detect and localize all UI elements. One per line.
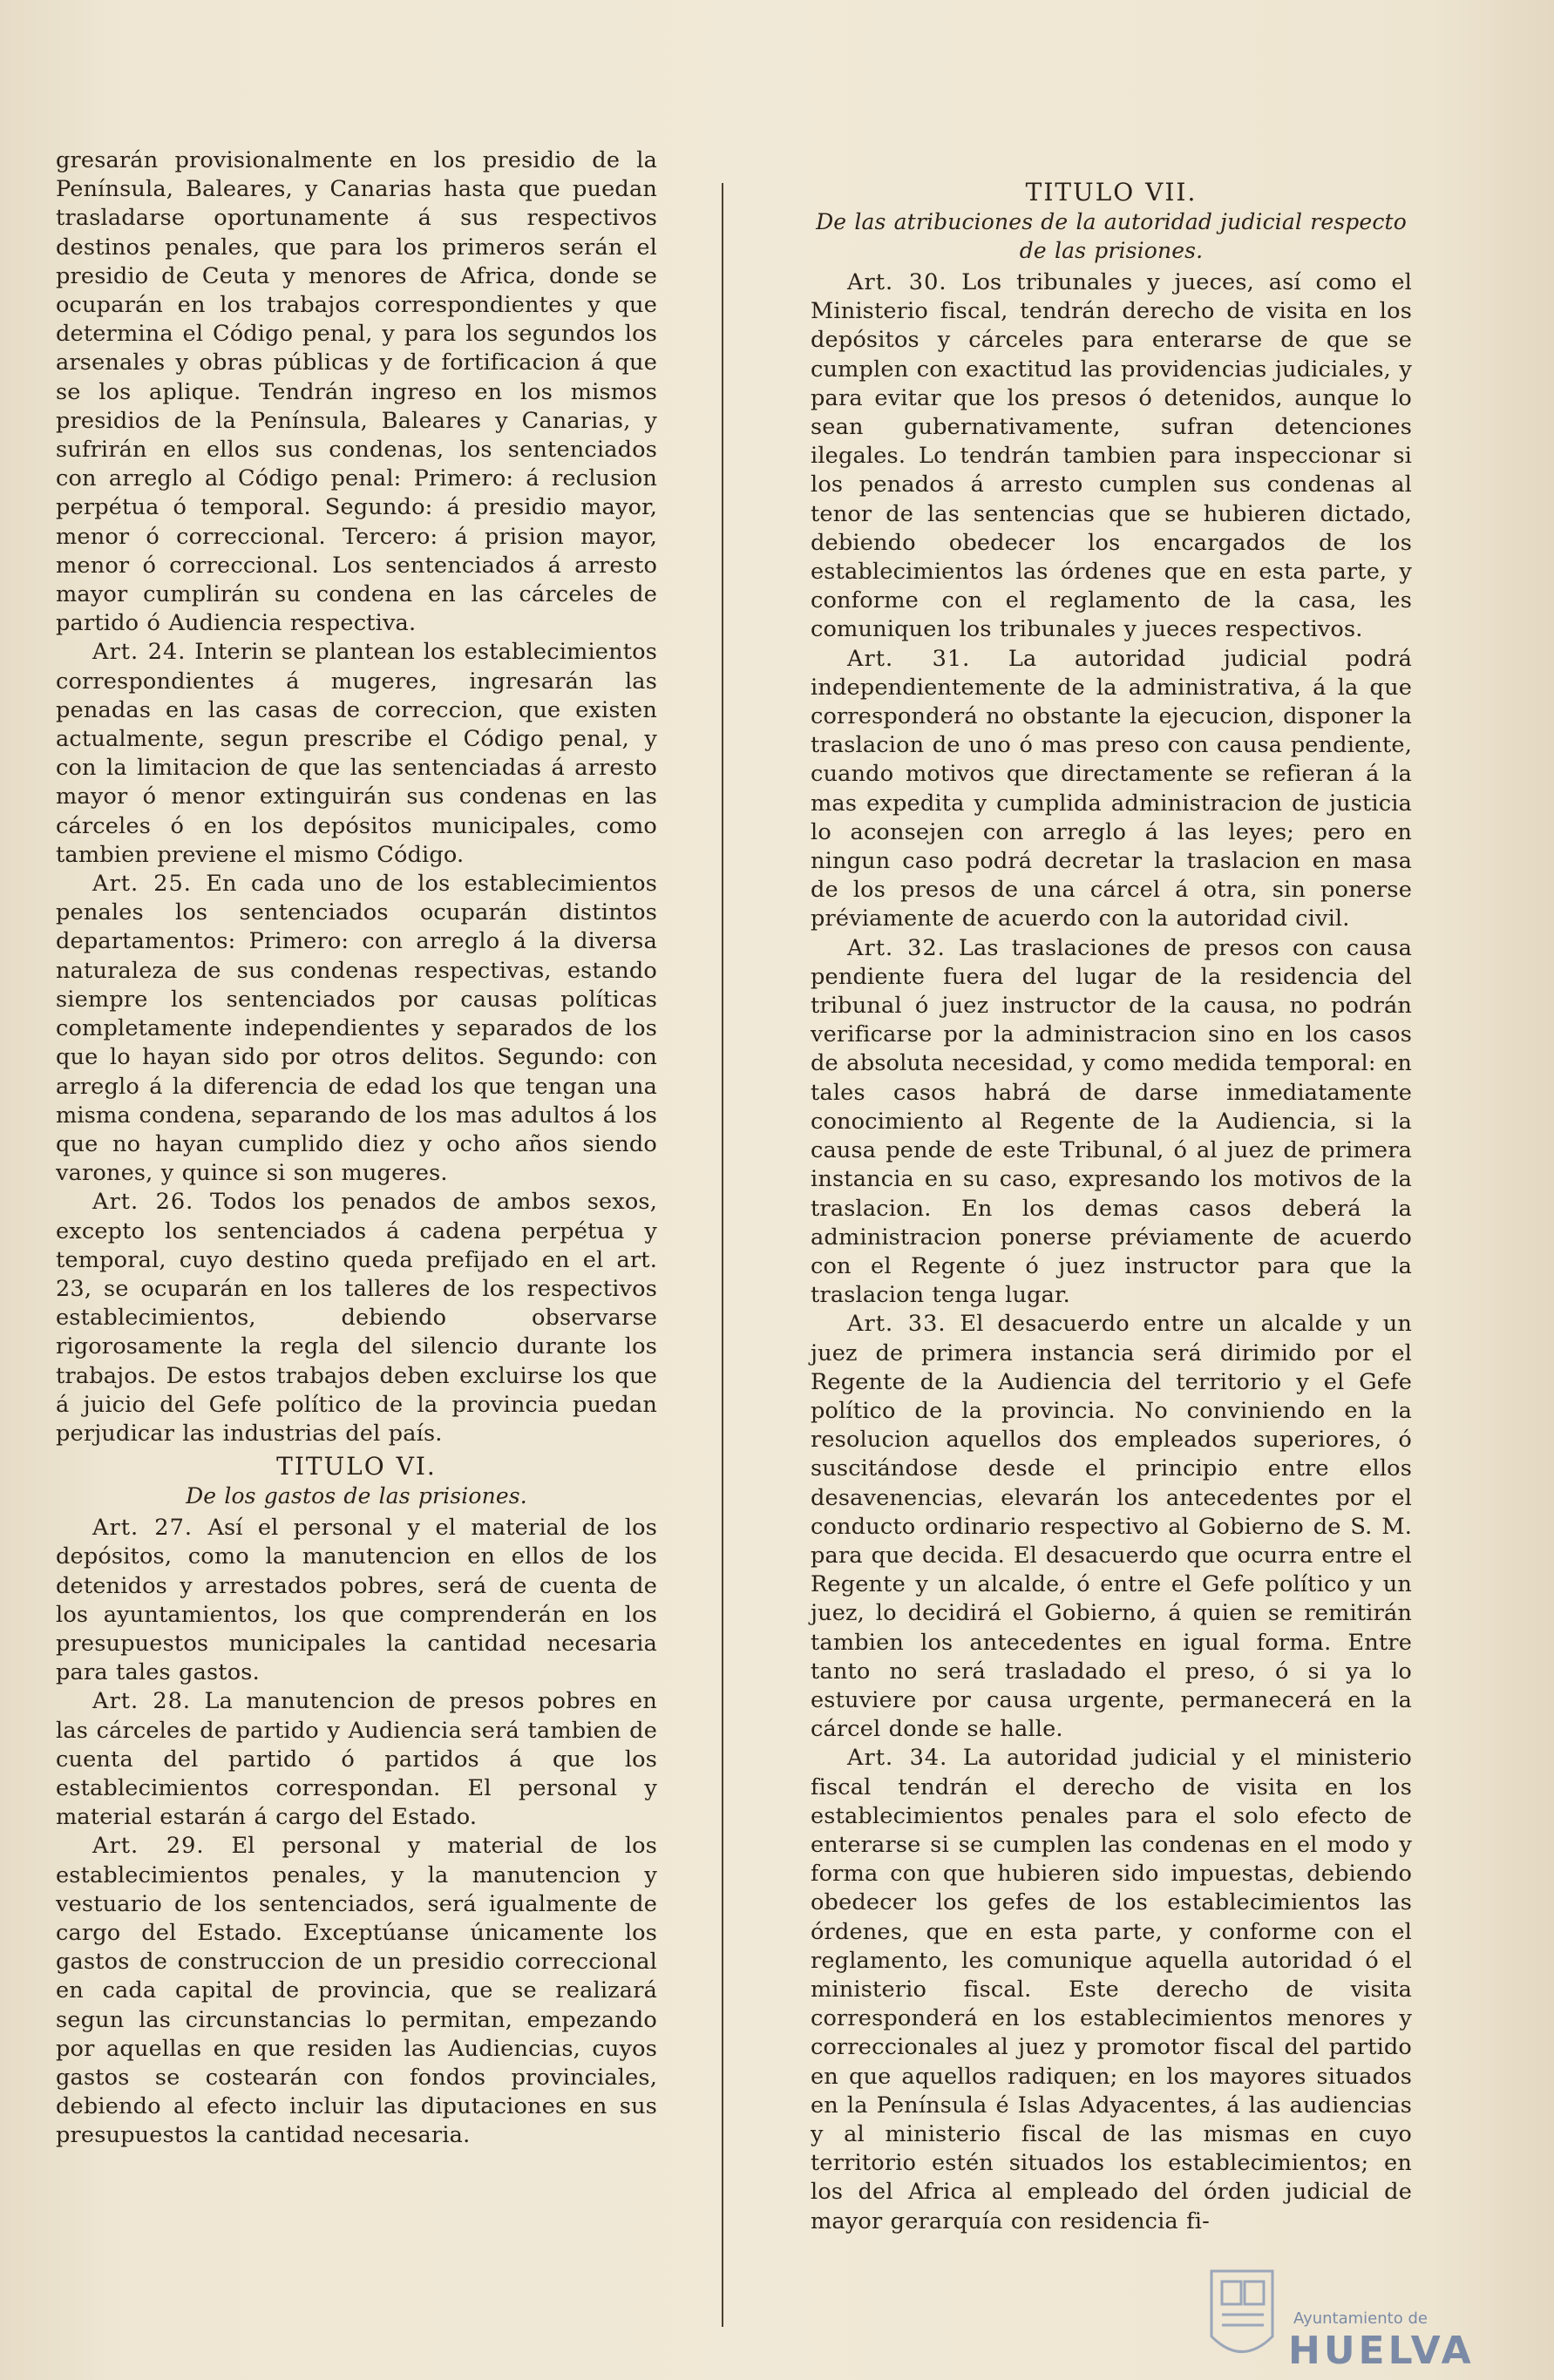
article-29	[56, 1832, 657, 2150]
article-number: Art. 25.	[92, 871, 192, 898]
article-30	[811, 268, 1412, 645]
article-34	[811, 1744, 1412, 2235]
article-33	[811, 1310, 1412, 1744]
article-number: Art. 29.	[92, 1833, 205, 1860]
article-number: Art. 24.	[92, 639, 187, 666]
section-title-vi: TITULO VI.	[276, 1452, 437, 1482]
article-number: Art. 26.	[92, 1189, 194, 1216]
article-text: Los tribunales y jueces, así como el Ministerio fiscal, tendrán derecho de visita en los depósitos y cárceles para enterarse de que se cumplen con exactitud las providencias judiciales, y para evitar que los presos ó detenidos, aunque lo sean gubernativamente, sufran detenciones ilegales. Lo tendrán tambien para inspeccionar si los penados á arresto cumplen sus condenas al tenor de las sentencias que se hubieren dictado, debiendo obedecer los encargados de los establecimientos las órdenes que en esta parte, y conforme con el reglamento de la casa, les comuniquen los tribunales y jueces respectivos.	[811, 269, 1412, 643]
article-27	[56, 1514, 657, 1687]
article-24	[56, 638, 657, 870]
article-text: La autoridad judicial podrá independientemente de la administrativa, á la que corresponderá no obstante la ejecucion, disponer la traslacion de uno ó mas preso con causa pendiente, cuando motivos que directamente se refieran á la mas expedita y cumplida administracion de justicia lo aconsejen con arreglo á las leyes; pero en ningun caso podrá decretar la traslacion en masa de los presos de una cárcel á otra, sin ponerse préviamente de acuerdo con la autoridad civil.	[811, 645, 1412, 932]
watermark-text-big: HUELVA	[1288, 2329, 1475, 2373]
article-28	[56, 1687, 657, 1832]
article-26	[56, 1188, 657, 1448]
article-text: Las traslaciones de presos con causa pendiente fuera del lugar de la residencia del tribunal ó juez instructor de la causa, no podrán verificarse por la administracion sino en los casos de absoluta necesidad, y como medida temporal: en tales casos habrá de darse inmediatamente conocimiento al Regente de la Audiencia, si la causa pende de este Tribunal, ó al juez de primera instancia en su caso, expresando los motivos de la traslacion. En los demas casos deberá la administracion ponerse préviamente de acuerdo con el Regente ó juez instructor para que la traslacion tenga lugar.	[811, 934, 1412, 1309]
article-number: Art. 30.	[847, 269, 947, 295]
article-number: Art. 33.	[847, 1311, 947, 1338]
article-25	[56, 870, 657, 1188]
article-number: Art. 27.	[92, 1515, 193, 1542]
article-number: Art. 32.	[847, 934, 946, 961]
section-subtitle-vii: De las atribuciones de la autoridad judicial respecto de las prisiones.	[816, 209, 1407, 263]
article-text: El personal y material de los establecimientos penales, y la manutencion y vestuario de los sentenciados, será igualmente de cargo del Estado. Exceptúanse únicamente los gastos de construccion de un presidio correccional en cada capital de provincia, que se realizará segun las circunstancias lo permitan, empezando por aquellas en que residen las Audiencias, cuyos gastos se costearán con fondos provinciales, debiendo al efecto incluir las diputaciones en sus presupuestos la cantidad necesaria.	[56, 1833, 657, 2149]
watermark-text-small: Ayuntamiento de	[1293, 2309, 1428, 2328]
right-column	[811, 174, 1412, 2236]
column-divider	[722, 183, 723, 2327]
article-text: Interin se plantean los establecimientos correspondientes á mugeres, ingresarán las penadas en las casas de correccion, que existen actualmente, segun prescribe el Código penal, y con la limitacion de que las sentenciadas á arresto mayor ó menor extinguirán sus condenas en las cárceles ó en los depósitos municipales, como tambien previene el mismo Código.	[56, 639, 657, 868]
article-text: Así el personal y el material de los depósitos, como la manutencion en ellos de los detenidos y arrestados pobres, será de cuenta de los ayuntamientos, los que comprenderán en los presupuestos municipales la cantidad necesaria para tales gastos.	[56, 1515, 658, 1686]
article-text: La manutencion de presos pobres en las cárceles de partido y Audiencia será tambien de cuenta del partido ó partidos á que los establecimientos correspondan. El personal y material estarán á cargo del Estado.	[56, 1688, 657, 1831]
continuation-paragraph: gresarán provisionalmente en los presidio de la Península, Baleares, y Canarias hasta que puedan trasladarse oportunamente á sus respectivos destinos penales, que para los primeros serán el presidio de Ceuta y menores de Africa, donde se ocuparán en los trabajos correspondientes y que determina el Código penal, y para los segundos los arsenales y obras públicas y de fortificacion á que se los aplique. Tendrán ingreso en los mismos presidios de la Península, Baleares y Canarias, y sufrirán en ellos sus condenas, los sentenciados con arreglo al Código penal: Primero: á reclusion perpétua ó temporal. Segundo: á presidio mayor, menor ó correccional. Tercero: á prision mayor, menor ó correccional. Los sentenciados á arresto mayor cumplirán su condena en las cárceles de partido ó Audiencia respectiva.	[56, 147, 657, 637]
article-31	[811, 645, 1412, 934]
article-text: La autoridad judicial y el ministerio fiscal tendrán el derecho de visita en los establecimientos penales para el solo efecto de enterarse si se cumplen las condenas en el modo y forma con que hubieren sido impuestas, debiendo obedecer los gefes de los establecimientos las órdenes, que en esta parte, y conforme con el reglamento, les comunique aquella autoridad ó el ministerio fiscal. Este derecho de visita corresponderá en los establecimientos menores y correccionales al juez y promotor fiscal del partido en que aquellos radiquen; en los mayores situados en la Península é Islas Adyacentes, á las audiencias y al ministerio fiscal de las mismas en cuyo territorio estén situados los establecimientos; en los del Africa al empleado del órden judicial de mayor gerarquía con residencia fi-	[811, 1745, 1412, 2234]
article-number: Art. 31.	[847, 645, 971, 672]
article-number: Art. 28.	[92, 1688, 192, 1715]
left-column	[56, 146, 657, 2151]
article-number: Art. 34.	[847, 1745, 948, 1772]
article-text: Todos los penados de ambos sexos, excepto los sentenciados á cadena perpétua y temporal, cuyo destino queda prefijado en el art. 23, se ocuparán en los talleres de los respectivos establecimientos, debiendo observarse rigorosamente la regla del silencio durante los trabajos. De estos trabajos deben excluirse los que á juicio del Gefe político de la provincia puedan perjudicar las industrias del país.	[56, 1189, 657, 1447]
section-subtitle-vi: De los gastos de las prisiones.	[186, 1483, 527, 1509]
section-title-vii: TITULO VII.	[1025, 178, 1198, 207]
article-text: El desacuerdo entre un alcalde y un juez de primera instancia será dirimido por el Regente de la Audiencia del territorio y el Gefe político de la provincia. No conviniendo en la resolucion aquellos dos empleados superiores, ó suscitándose desde el principio entre ellos desavenencias, elevarán los antecedentes por el conducto ordinario respectivo al Gobierno de S. M. para que decida. El desacuerdo que ocurra entre el Regente y un alcalde, ó entre el Gefe político y un juez, lo decidirá el Gobierno, á quien se remitirán tambien los antecedentes en igual forma. Entre tanto no será trasladado el preso, ó si ya lo estuviere por causa urgente, permanecerá en la cárcel donde se halle.	[811, 1311, 1412, 1743]
article-32	[811, 934, 1412, 1311]
article-text: En cada uno de los establecimientos penales los sentenciados ocuparán distintos departamentos: Primero: con arreglo á la diversa naturaleza de sus condenas respectivas, estando siempre los sentenciados por causas políticas completamente independientes y separados de los que lo hayan sido por otros delitos. Segundo: con arreglo á la diferencia de edad los que tengan una misma condena, separando de los mas adultos á los que no hayan cumplido diez y ocho años siendo varones, y quince si son mugeres.	[56, 871, 657, 1187]
